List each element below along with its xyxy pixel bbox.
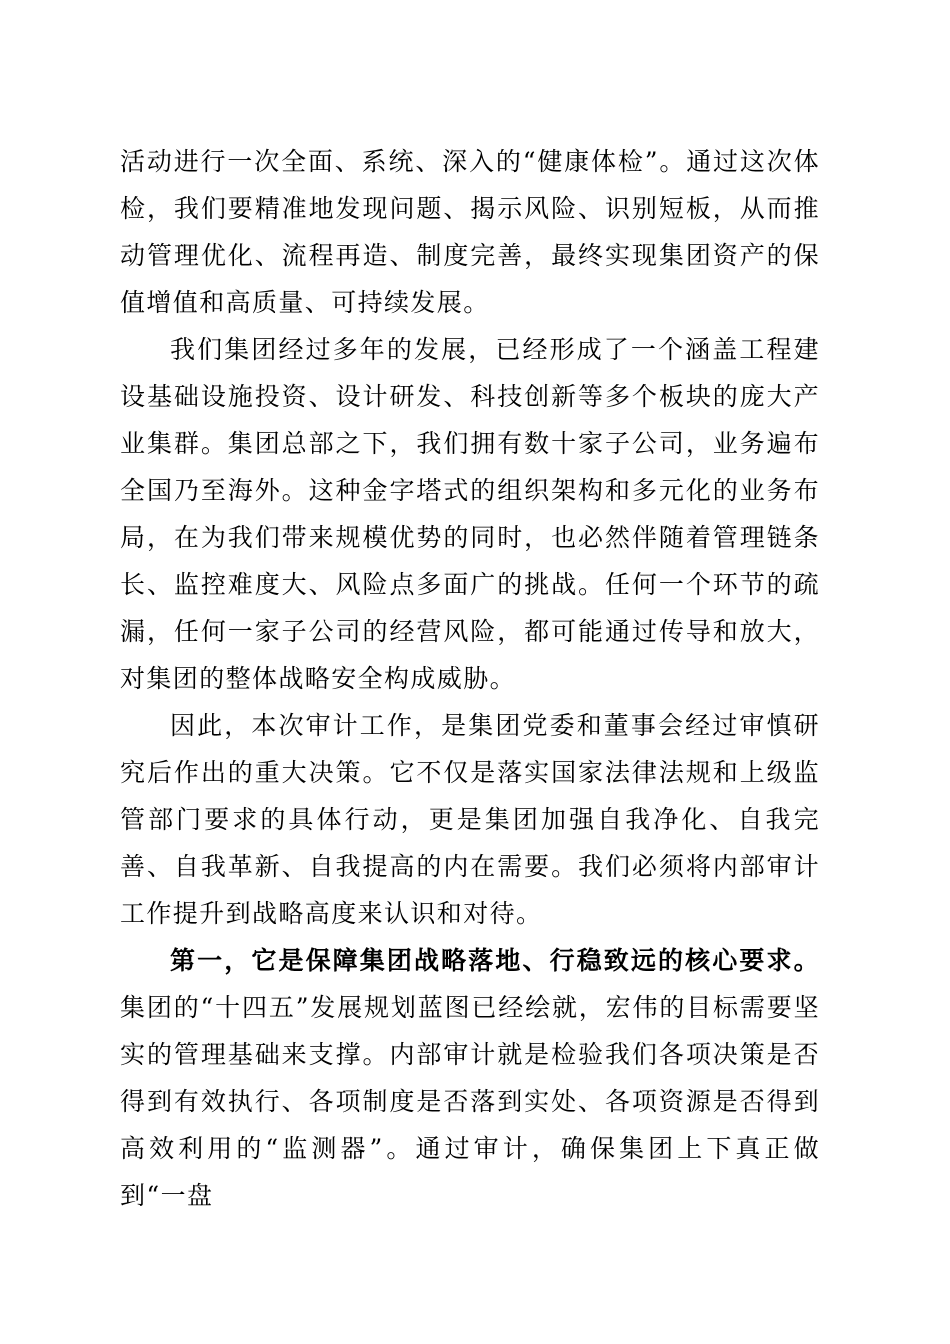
first-point-body: 集团的“十四五”发展规划蓝图已经绘就，宏伟的目标需要坚实的管理基础来支撑。内部审计就是检验我们各项决策是否得到有效执行、各项制度是否落到实处、各项资源是否得到高效利用的“监测器”。通过审计，确保集团上下真正做到“一盘 [120,993,820,1210]
body-text [120,138,820,1219]
paragraph-continuation: 活动进行一次全面、系统、深入的“健康体检”。通过这次体检，我们要精准地发现问题、揭示风险、识别短板，从而推动管理优化、流程再造、制度完善，最终实现集团资产的保值增值和高质量、可持续发展。 [120,147,820,317]
paragraph-group-overview: 我们集团经过多年的发展，已经形成了一个涵盖工程建设基础设施投资、设计研发、科技创新等多个板块的庞大产业集群。集团总部之下，我们拥有数十家子公司，业务遍布全国乃至海外。这种金字塔式的组织架构和多元化的业务布局，在为我们带来规模优势的同时，也必然伴随着管理链条长、监控难度大、风险点多面广的挑战。任何一个环节的疏漏，任何一家子公司的经营风险，都可能通过传导和放大，对集团的整体战略安全构成威胁。 [120,335,820,693]
first-point-heading: 第一，它是保障集团战略落地、行稳致远的核心要求。 [170,946,820,975]
paragraph-audit-decision: 因此，本次审计工作，是集团党委和董事会经过审慎研究后作出的重大决策。它不仅是落实国家法律法规和上级监管部门要求的具体行动，更是集团加强自我净化、自我完善、自我革新、自我提高的内在需要。我们必须将内部审计工作提升到战略高度来认识和对待。 [120,711,820,928]
paragraph-first-point [120,937,820,1219]
